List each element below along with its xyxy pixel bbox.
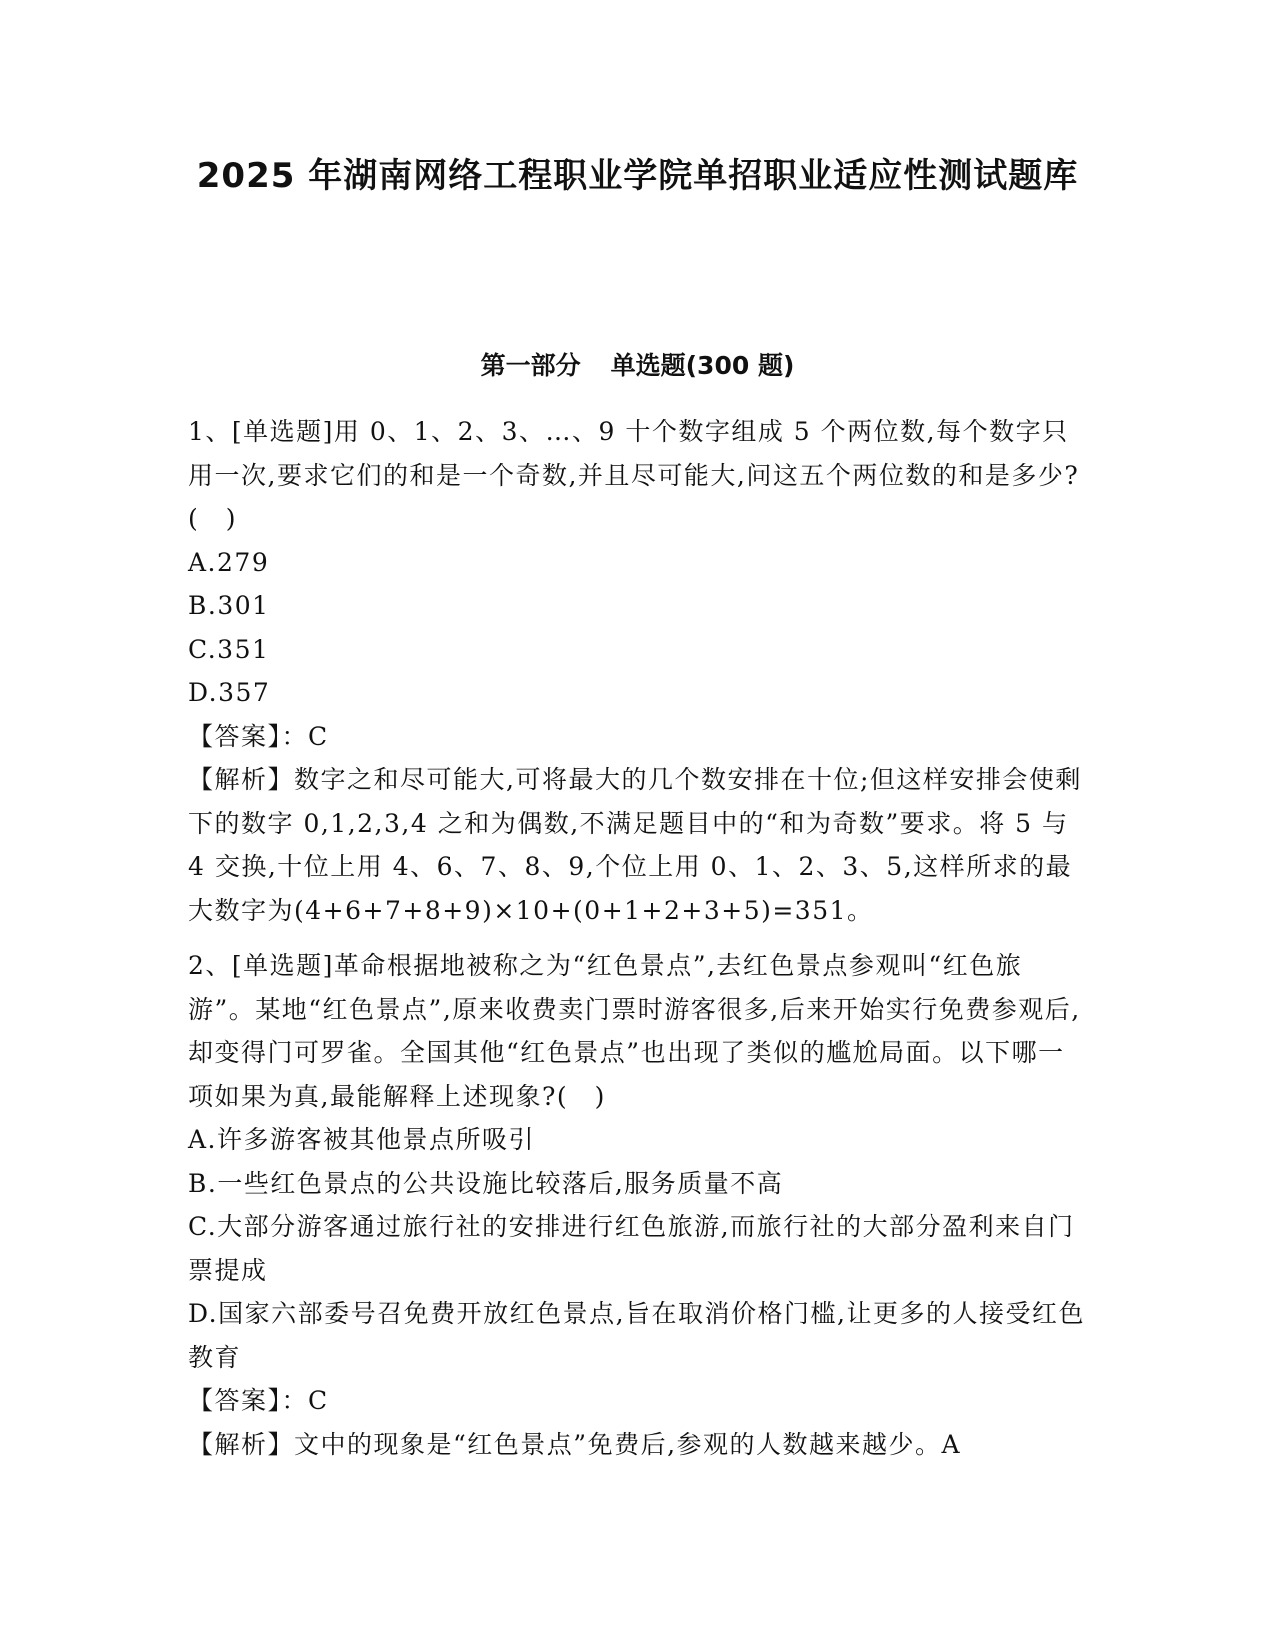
option-c: C.大部分游客通过旅行社的安排进行红色旅游,而旅行社的大部分盈利来自门票提成 bbox=[188, 1212, 1075, 1285]
answer-label: 【答案】 bbox=[188, 1386, 282, 1415]
analysis-text: 文中的现象是“红色景点”免费后,参观的人数越来越少。A bbox=[294, 1429, 962, 1459]
option-d: D.国家六部委号召免费开放红色景点,旨在取消价格门槛,让更多的人接受红色教育 bbox=[188, 1299, 1085, 1372]
question-item bbox=[188, 410, 1088, 932]
section-heading bbox=[170, 348, 1105, 384]
answer-line bbox=[188, 1379, 1088, 1423]
answer-value: ：C bbox=[281, 1386, 329, 1415]
option-a: A.279 bbox=[188, 547, 270, 577]
option-b: B.301 bbox=[188, 591, 270, 620]
section-name: 单选题(300 题) bbox=[610, 351, 795, 380]
answer-label: 【答案】 bbox=[188, 721, 282, 751]
analysis-label: 【解析】 bbox=[188, 1429, 295, 1459]
option-b: B.一些红色景点的公共设施比较落后,服务质量不高 bbox=[188, 1168, 784, 1198]
analysis-paragraph bbox=[188, 758, 1088, 932]
question-item bbox=[188, 944, 1088, 1466]
analysis-paragraph bbox=[188, 1423, 1088, 1467]
option-d: D.357 bbox=[188, 678, 271, 707]
answer-line bbox=[188, 715, 1088, 759]
section-label: 第一部分 bbox=[480, 351, 581, 380]
question-stem: 2、[单选题]革命根据地被称之为“红色景点”,去红色景点参观叫“红色旅游”。某地“红色景点”,原来收费卖门票时游客很多,后来开始实行免费参观后,却变得门可罗雀。全国其他“红色景点”也出现了类似的尴尬局面。以下哪一项如果为真,最能解释上述现象?( ) bbox=[188, 951, 1081, 1111]
analysis-label: 【解析】 bbox=[188, 765, 295, 794]
option-c: C.351 bbox=[188, 634, 270, 664]
analysis-text: 数字之和尽可能大,可将最大的几个数安排在十位;但这样安排会使剩下的数字 0,1,2,3,4 之和为偶数,不满足题目中的“和为奇数”要求。将 5 与 4 交换,十位上用 4、6、7、8、9,个位上用 0、1、2、3、5,这样所求的最大数字为(4+6+7+8+9)×10+(0+1+2+3+5)=351。 bbox=[188, 765, 1082, 925]
question-stem: 1、[单选题]用 0、1、2、3、…、9 十个数字组成 5 个两位数,每个数字只用一次,要求它们的和是一个奇数,并且尽可能大,问这五个两位数的和是多少?( ) bbox=[188, 417, 1080, 533]
answer-value: ：C bbox=[281, 721, 329, 751]
option-a: A.许多游客被其他景点所吸引 bbox=[188, 1125, 536, 1154]
document-title: 2025 年湖南网络工程职业学院单招职业适应性测试题库 bbox=[196, 156, 1079, 196]
question-list bbox=[188, 410, 1088, 1466]
